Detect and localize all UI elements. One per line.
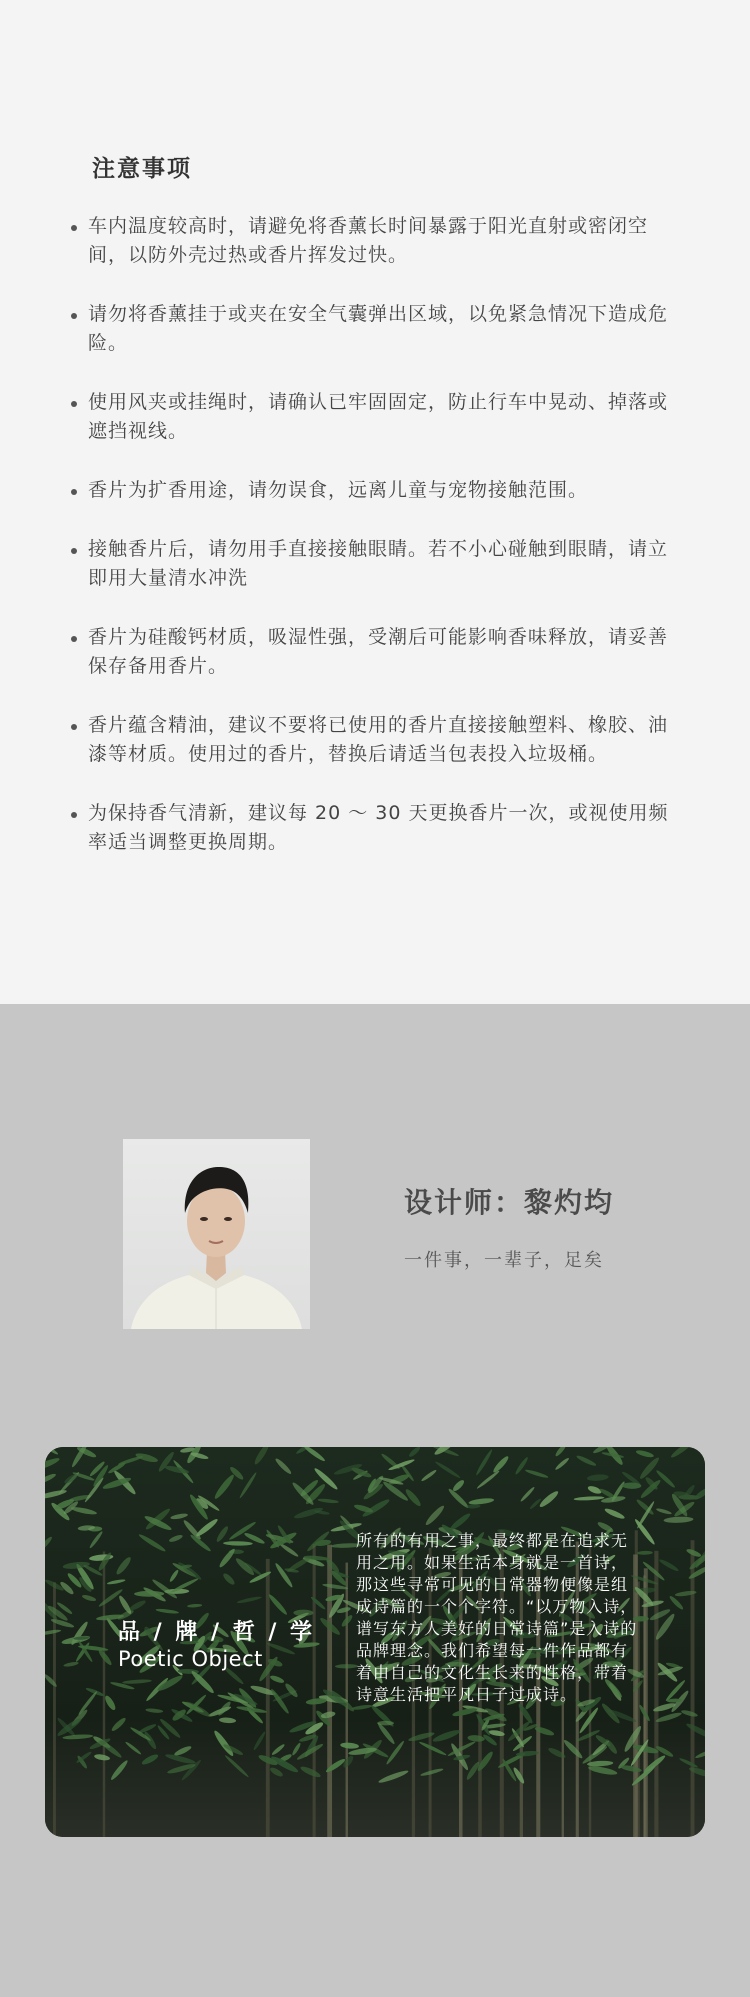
notes-list bbox=[68, 212, 678, 887]
designer-section bbox=[0, 1004, 750, 1997]
notes-item bbox=[68, 535, 678, 593]
bullet-dot-icon bbox=[71, 724, 77, 730]
brand-title-cn: 品 / 牌 / 哲 / 学 bbox=[118, 1620, 316, 1645]
bullet-dot-icon bbox=[71, 636, 77, 642]
designer-name: 设计师：黎灼均 bbox=[404, 1186, 615, 1219]
bullet-dot-icon bbox=[71, 489, 77, 495]
brand-philosophy-card bbox=[45, 1447, 705, 1837]
portrait-illustration bbox=[123, 1139, 310, 1329]
notes-item-text: 香片为硅酸钙材质，吸湿性强，受潮后可能影响香味释放，请妥善保存备用香片。 bbox=[88, 626, 669, 677]
bamboo-stalk bbox=[313, 1544, 316, 1837]
bamboo-stalk bbox=[654, 1551, 658, 1837]
notes-item-text: 接触香片后，请勿用手直接接触眼睛。若不小心碰触到眼睛，请立即用大量清水冲洗 bbox=[88, 538, 669, 589]
designer-motto: 一件事，一辈子，足矣 bbox=[404, 1250, 604, 1271]
notes-item bbox=[68, 388, 678, 446]
notes-item-text: 为保持香气清新，建议每 20 ～ 30 天更换香片一次，或视使用频率适当调整更换周期。 bbox=[88, 802, 669, 853]
bullet-dot-icon bbox=[71, 225, 77, 231]
notes-item-text: 香片为扩香用途，请勿误食，远离儿童与宠物接触范围。 bbox=[88, 479, 589, 501]
bullet-dot-icon bbox=[71, 812, 77, 818]
bullet-dot-icon bbox=[71, 313, 77, 319]
notes-item bbox=[68, 711, 678, 769]
notes-item-text: 请勿将香薰挂于或夹在安全气囊弹出区域，以免紧急情况下造成危险。 bbox=[88, 303, 669, 354]
bamboo-stalk bbox=[691, 1540, 695, 1837]
bullet-dot-icon bbox=[71, 401, 77, 407]
notes-item bbox=[68, 799, 678, 857]
notes-title: 注意事项 bbox=[92, 156, 192, 182]
designer-portrait bbox=[123, 1139, 310, 1329]
notes-item-text: 使用风夹或挂绳时，请确认已牢固固定，防止行车中晃动、掉落或遮挡视线。 bbox=[88, 391, 669, 442]
bamboo-stalk bbox=[266, 1559, 270, 1837]
brand-title-en: Poetic Object bbox=[118, 1647, 263, 1671]
notes-item bbox=[68, 476, 678, 505]
bamboo-stalk bbox=[644, 1568, 648, 1837]
notes-item-text: 香片蕴含精油，建议不要将已使用的香片直接接触塑料、橡胶、油漆等材质。使用过的香片，替换后请适当包表投入垃圾桶。 bbox=[88, 714, 669, 765]
bullet-dot-icon bbox=[71, 548, 77, 554]
brand-philosophy-text: 所有的有用之事，最终都是在追求无用之用。如果生活本身就是一首诗，那这些寻常可见的日常器物便像是组成诗篇的一个个字符。“以万物入诗，谱写东方人美好的日常诗篇”是入诗的品牌理念。我们希望每一件作品都有着由自己的文化生长来的性格，带着诗意生活把平凡日子过成诗。 bbox=[356, 1531, 638, 1704]
notes-item bbox=[68, 623, 678, 681]
notes-item bbox=[68, 300, 678, 358]
notes-item bbox=[68, 212, 678, 270]
notes-item-text: 车内温度较高时，请避免将香薰长时间暴露于阳光直射或密闭空间，以防外壳过热或香片挥发过快。 bbox=[88, 215, 649, 266]
